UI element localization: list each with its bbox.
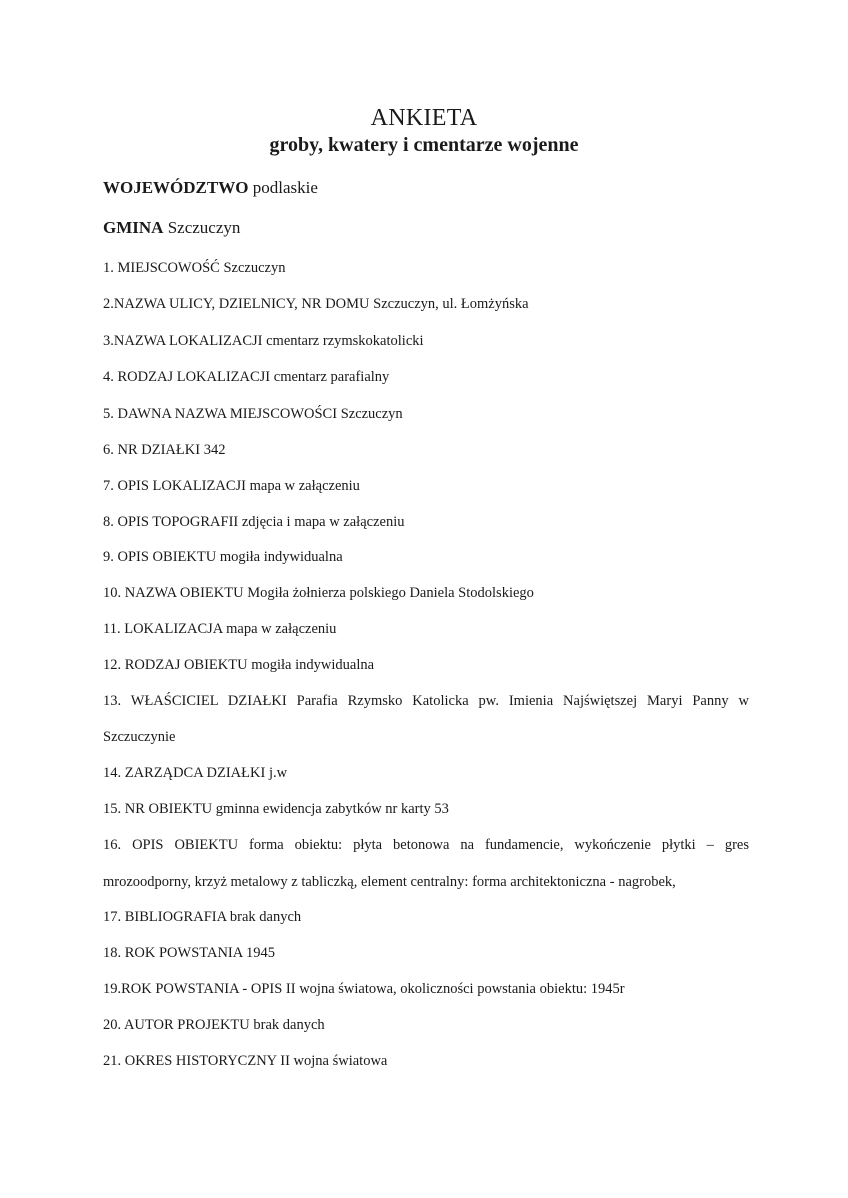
item-label: 9. OPIS OBIEKTU bbox=[103, 549, 217, 565]
survey-item-10 bbox=[103, 583, 749, 603]
document-subtitle: groby, kwatery i cmentarze wojenne bbox=[269, 134, 579, 156]
item-value: mapa w załączeniu bbox=[226, 621, 337, 637]
item-value: II wojna światowa bbox=[280, 1053, 388, 1069]
survey-item-4 bbox=[103, 367, 749, 387]
survey-item-3 bbox=[103, 331, 749, 351]
item-value: II wojna światowa, okoliczności powstania obiektu: 1945r bbox=[285, 981, 625, 997]
item-value: forma obiektu: płyta betonowa na fundamencie, wykończenie płytki – gres bbox=[249, 837, 749, 853]
voivodeship-label: WOJEWÓDZTWO bbox=[103, 178, 249, 197]
item-value: 1945 bbox=[246, 945, 276, 961]
item-label: 15. NR OBIEKTU bbox=[103, 801, 213, 817]
item-label: 20. AUTOR PROJEKTU bbox=[103, 1017, 250, 1033]
item-label: 14. ZARZĄDCA DZIAŁKI bbox=[103, 765, 266, 781]
survey-item-7 bbox=[103, 476, 749, 496]
survey-item-2 bbox=[103, 294, 749, 314]
survey-item-1 bbox=[103, 258, 749, 278]
item-label: 17. BIBLIOGRAFIA bbox=[103, 909, 227, 925]
survey-item-20 bbox=[103, 1015, 749, 1035]
item-value: mapa w załączeniu bbox=[249, 478, 360, 494]
survey-item-21 bbox=[103, 1051, 749, 1071]
item-value-continuation: mrozoodporny, krzyż metalowy z tabliczką, element centralny: forma architektoniczna - nagrobek, bbox=[103, 874, 676, 890]
item-label: 19.ROK POWSTANIA - OPIS bbox=[103, 981, 283, 997]
item-value: Szczuczyn bbox=[340, 406, 403, 422]
item-label: 21. OKRES HISTORYCZNY bbox=[103, 1053, 277, 1069]
item-value: Mogiła żołnierza polskiego Daniela Stodolskiego bbox=[247, 585, 534, 601]
survey-item-15 bbox=[103, 799, 749, 819]
survey-item-12 bbox=[103, 655, 749, 675]
item-value: Szczuczyn bbox=[223, 260, 286, 276]
item-label: 1. MIEJSCOWOŚĆ bbox=[103, 260, 220, 276]
survey-item-8 bbox=[103, 512, 749, 532]
item-value: brak danych bbox=[253, 1017, 325, 1033]
document-title: ANKIETA bbox=[370, 105, 478, 131]
item-label: 16. OPIS OBIEKTU bbox=[103, 837, 239, 853]
item-value: brak danych bbox=[229, 909, 302, 925]
commune-label: GMINA bbox=[103, 218, 164, 237]
item-value: gminna ewidencja zabytków nr karty 53 bbox=[215, 801, 449, 817]
survey-item-6 bbox=[103, 440, 749, 460]
item-label: 2.NAZWA ULICY, DZIELNICY, NR DOMU bbox=[103, 296, 370, 312]
survey-item-11 bbox=[103, 619, 749, 639]
survey-item-16-continuation bbox=[103, 872, 749, 892]
survey-item-13 bbox=[103, 691, 749, 711]
item-label: 3.NAZWA LOKALIZACJI bbox=[103, 333, 263, 349]
item-value: 342 bbox=[203, 442, 226, 458]
item-value: mogiła indywidualna bbox=[219, 549, 343, 565]
item-value: zdjęcia i mapa w załączeniu bbox=[241, 514, 405, 530]
survey-item-19 bbox=[103, 979, 749, 999]
survey-item-14 bbox=[103, 763, 749, 783]
commune-value: Szczuczyn bbox=[167, 218, 241, 237]
item-value: Parafia Rzymsko Katolicka pw. Imienia Najświętszej Maryi Panny w bbox=[296, 693, 749, 709]
item-value: Szczuczyn, ul. Łomżyńska bbox=[373, 296, 529, 312]
survey-item-13-continuation bbox=[103, 727, 749, 747]
item-label: 12. RODZAJ OBIEKTU bbox=[103, 657, 248, 673]
survey-item-17 bbox=[103, 907, 749, 927]
voivodeship-value: podlaskie bbox=[252, 178, 318, 197]
item-value: mogiła indywidualna bbox=[251, 657, 375, 673]
item-label: 13. WŁAŚCICIEL DZIAŁKI bbox=[103, 693, 287, 709]
survey-item-16 bbox=[103, 835, 749, 855]
item-label: 5. DAWNA NAZWA MIEJSCOWOŚCI bbox=[103, 406, 338, 422]
survey-item-5 bbox=[103, 404, 749, 424]
commune-line bbox=[103, 218, 240, 238]
item-label: 7. OPIS LOKALIZACJI bbox=[103, 478, 246, 494]
survey-item-18 bbox=[103, 943, 749, 963]
item-label: 11. LOKALIZACJA bbox=[103, 621, 223, 637]
survey-item-9 bbox=[103, 547, 749, 567]
item-value: j.w bbox=[268, 765, 288, 781]
item-label: 8. OPIS TOPOGRAFII bbox=[103, 514, 239, 530]
item-value-continuation: Szczuczynie bbox=[103, 729, 176, 745]
item-label: 4. RODZAJ LOKALIZACJI bbox=[103, 369, 271, 385]
item-value: cmentarz rzymskokatolicki bbox=[266, 333, 424, 349]
item-label: 6. NR DZIAŁKI bbox=[103, 442, 201, 458]
item-label: 10. NAZWA OBIEKTU bbox=[103, 585, 244, 601]
voivodeship-line bbox=[103, 178, 318, 198]
item-label: 18. ROK POWSTANIA bbox=[103, 945, 243, 961]
item-value: cmentarz parafialny bbox=[273, 369, 390, 385]
